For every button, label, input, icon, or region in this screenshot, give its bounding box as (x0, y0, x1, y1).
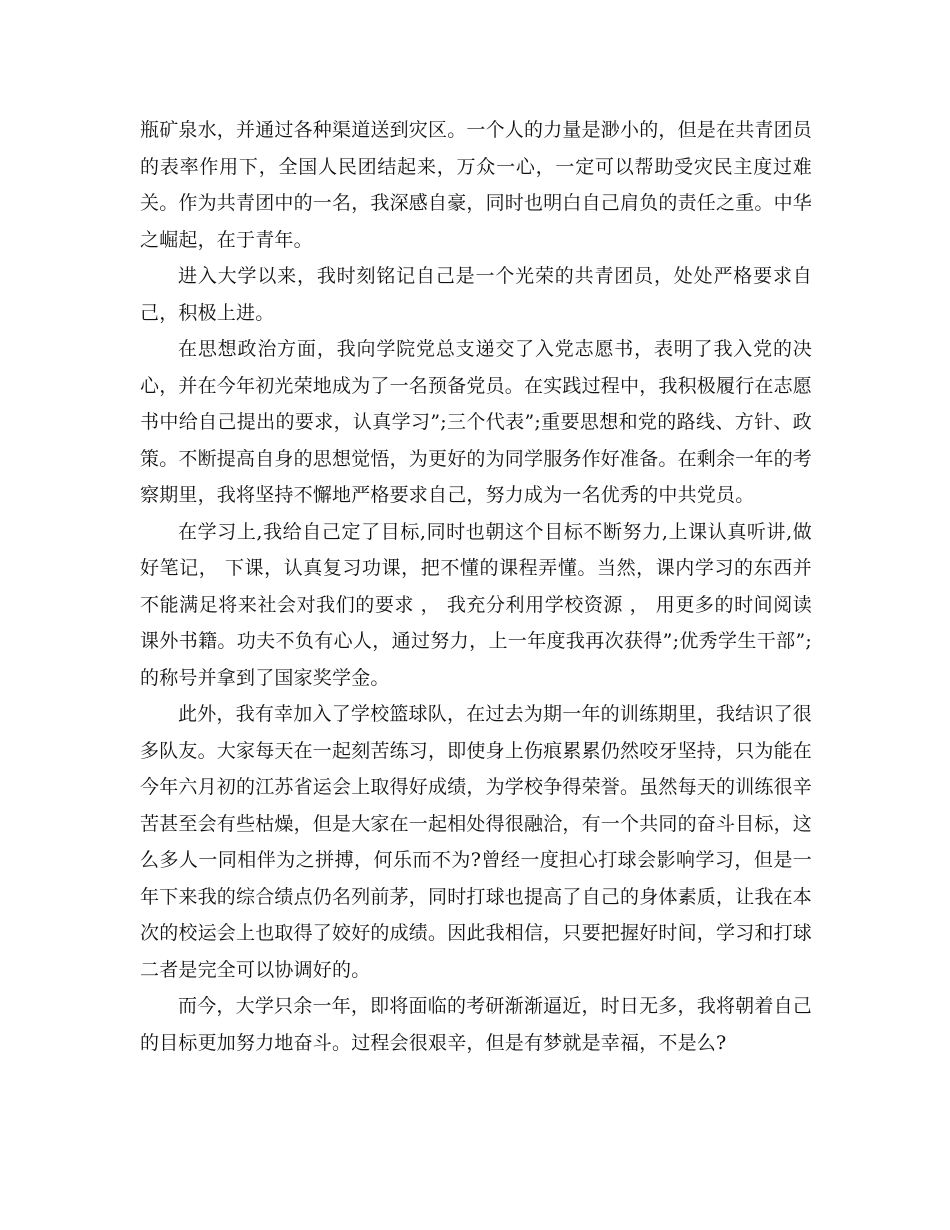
document-body (140, 112, 812, 1061)
paragraph-basketball: 此外，我有幸加入了学校篮球队，在过去为期一年的训练期里，我结识了很多队友。大家每天在一起刻苦练习，即使身上伤痕累累仍然咬牙坚持，只为能在今年六月初的江苏省运会上取得好成绩，为学校争得荣誉。虽然每天的训练很辛苦甚至会有些枯燥，但是大家在一起相处得很融洽，有一个共同的奋斗目标，这么多人一同相伴为之拼搏，何乐而不为?曾经一度担心打球会影响学习，但是一年下来我的综合绩点仍名列前茅，同时打球也提高了自己的身体素质，让我在本次的校运会上也取得了姣好的成绩。因此我相信，只要把握好时间，学习和打球二者是完全可以协调好的。 (140, 703, 813, 981)
paragraph-continuation: 瓶矿泉水，并通过各种渠道送到灾区。一个人的力量是渺小的，但是在共青团员的表率作用下，全国人民团结起来，万众一心，一定可以帮助受灾民主度过难关。作为共青团中的一名，我深感自豪，同时也明白自己肩负的责任之重。中华之崛起，在于青年。 (140, 119, 813, 251)
paragraph-study: 在学习上,我给自己定了目标,同时也朝这个目标不断努力,上课认真听讲,做好笔记， 下课，认真复习功课，把不懂的课程弄懂。当然，课内学习的东西并不能满足将来社会对我们的要求 ， 我充分利用学校资源 ， 用更多的时间阅读课外书籍。功夫不负有心人，通过努力，上一年度我再次获得”;优秀学生干部”;的称号并拿到了国家奖学金。 (140, 520, 812, 689)
paragraph-university-intro: 进入大学以来，我时刻铭记自己是一个光荣的共青团员，处处严格要求自己，积极上进。 (140, 265, 812, 324)
paragraph-political-thought: 在思想政治方面，我向学院党总支递交了入党志愿书，表明了我入党的决心，并在今年初光荣地成为了一名预备党员。在实践过程中，我积极履行在志愿书中给自己提出的要求，认真学习”;三个代表”;重要思想和党的路线、方针、政策。不断提高自身的思想觉悟，为更好的为同学服务作好准备。在剩余一年的考察期里，我将坚持不懈地严格要求自己，努力成为一名优秀的中共党员。 (140, 338, 813, 506)
paragraph-conclusion: 而今，大学只余一年，即将面临的考研渐渐逼近，时日无多，我将朝着自己的目标更加努力地奋斗。过程会很艰辛，但是有梦就是幸福，不是么? (140, 995, 812, 1054)
